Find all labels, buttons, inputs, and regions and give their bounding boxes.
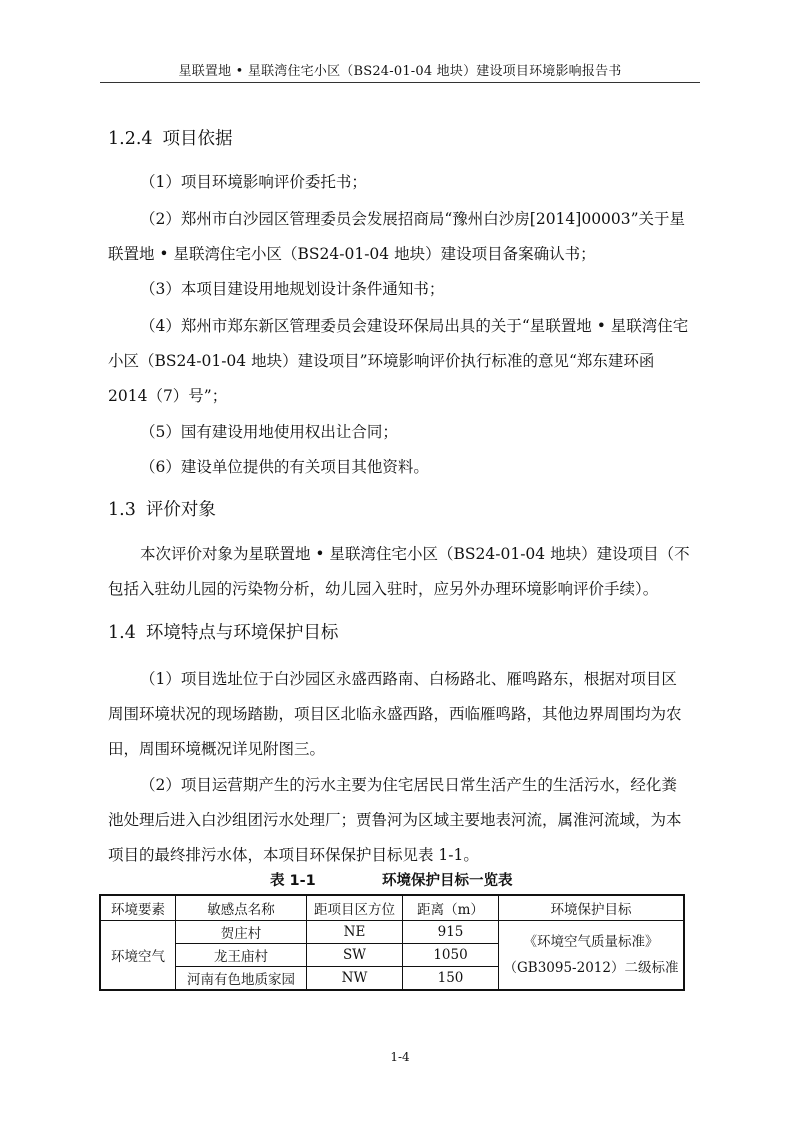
table-caption: [270, 869, 513, 890]
running-header: 星联置地 • 星联湾住宅小区（BS24-01-04 地块）建设项目环境影响报告书: [178, 64, 622, 79]
table-header-row: [100, 895, 684, 921]
target-line: （GB3095-2012）二级标准: [503, 960, 679, 976]
environment-paragraph-2: （2）项目运营期产生的污水主要为住宅居民日常生活产生的生活污水，经化粪池处理后进入白沙组团污水处理厂；贾鲁河为区域主要地表河流，属淮河流域，为本项目的最终排污水体，本项目环保保护目标见表 1-1。: [108, 776, 682, 864]
header-rule: [100, 82, 700, 83]
heading-1-3: [108, 496, 216, 521]
heading-number: 1.3: [108, 500, 136, 520]
heading-title: 评价对象: [145, 500, 216, 520]
direction-cell: NW: [307, 967, 403, 991]
header-cell: 敏感点名称: [176, 895, 307, 921]
table-caption-number: 表 1-1: [270, 873, 316, 889]
heading-1-4: [108, 619, 338, 644]
direction-cell: SW: [307, 944, 403, 967]
basis-item-1: （1）项目环境影响评价委托书；: [140, 173, 367, 191]
target-line: 《环境空气质量标准》: [523, 934, 659, 950]
basis-item-6: （6）建设单位提供的有关项目其他资料。: [140, 458, 429, 476]
name-cell: 河南有色地质家园: [176, 967, 307, 991]
basis-item-5: （5）国有建设用地使用权出让合同；: [140, 423, 398, 441]
direction-cell: NE: [307, 921, 403, 944]
heading-1-2-4: [108, 125, 233, 150]
header-cell: 环境要素: [100, 895, 176, 921]
protection-targets-table: [99, 894, 685, 991]
page-number: 1-4: [390, 1050, 410, 1064]
distance-cell: 915: [403, 921, 499, 944]
environment-paragraph-1: （1）项目选址位于白沙园区永盛西路南、白杨路北、雁鸣路东，根据对项目区周围环境状况的现场踏勘，项目区北临永盛西路，西临雁鸣路，其他边界周围均为农田，周围环境概况详见附图三。: [108, 670, 682, 758]
header-cell: 环境保护目标: [499, 895, 685, 921]
distance-cell: 150: [403, 967, 499, 991]
header-cell: 距离（m）: [403, 895, 499, 921]
table-caption-title: 环境保护目标一览表: [382, 873, 513, 889]
name-cell: 贺庄村: [176, 921, 307, 944]
distance-cell: 1050: [403, 944, 499, 967]
heading-number: 1.2.4: [108, 129, 153, 149]
evaluation-object-paragraph: 本次评价对象为星联置地 • 星联湾住宅小区（BS24-01-04 地块）建设项目（不包括入驻幼儿园的污染物分析，幼儿园入驻时，应另外办理环境影响评价手续）。: [108, 545, 690, 598]
heading-title: 环境特点与环境保护目标: [145, 623, 339, 643]
name-cell: 龙王庙村: [176, 944, 307, 967]
header-cell: 距项目区方位: [307, 895, 403, 921]
heading-title: 项目依据: [162, 129, 233, 149]
basis-item-3: （3）本项目建设用地规划设计条件通知书；: [140, 280, 445, 298]
basis-item-4: （4）郑州市郑东新区管理委员会建设环保局出具的关于“星联置地 • 星联湾住宅小区（BS24-01-04 地块）建设项目”环境影响评价执行标准的意见“郑东建环函 2014（7）号”；: [108, 317, 689, 405]
heading-number: 1.4: [108, 623, 136, 643]
table-row: [100, 921, 684, 944]
basis-item-2: （2）郑州市白沙园区管理委员会发展招商局“豫州白沙房[2014]00003”关于星联置地 • 星联湾住宅小区（BS24-01-04 地块）建设项目备案确认书；: [108, 210, 686, 263]
target-cell: [499, 921, 685, 991]
element-cell: 环境空气: [100, 921, 176, 991]
